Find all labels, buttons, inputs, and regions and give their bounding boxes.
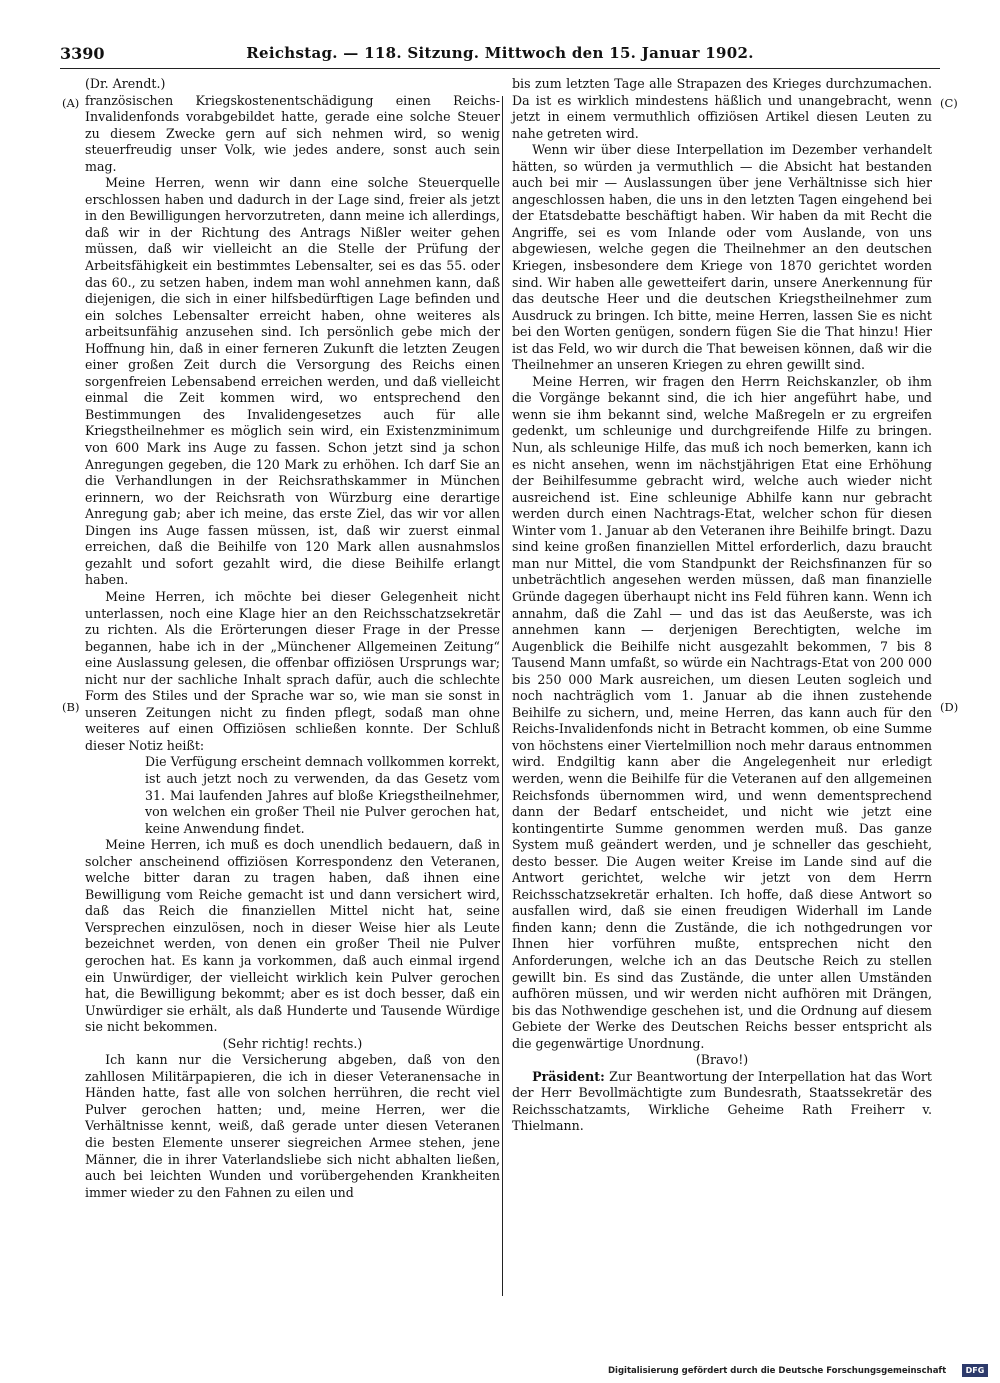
- block-quote: Die Verfügung erscheint demnach vollkommen korrekt, ist auch jetzt noch zu verwenden, da das Gesetz vom 31. Mai laufenden Jahres auf bloße Kriegstheilnehmer, von welchen ein großer Theil nie Pulver gerochen hat, keine Anwendung findet.: [145, 754, 500, 836]
- margin-marker-b: (B): [62, 700, 80, 714]
- paragraph: Wenn wir über diese Interpellation im Dezember verhandelt hätten, so würden ja vermuthlich — die Absicht hat bestanden auch bei mir — Auslassungen über jene Verhältnisse sich hier angeschlossen haben, die uns in den letzten Tagen eingehend bei der Etatsdebatte beschäftigt haben. Wir haben da mit Recht die Angriffe, sei es vom Inlande oder vom Auslande, von uns abgewiesen, welche gegen die Theilnehmer an den deutschen Kriegen, insbesondere dem Kriege von 1870 gerichtet worden sind. Wir haben alle gewetteifert darin, unsere Anerkennung für das deutsche Heer und die deutschen Kriegstheilnehmer zum Ausdruck zu bringen. Ich bitte, meine Herren, lassen Sie es nicht bei den Worten genügen, sondern fügen Sie die That hinzu! Hier ist das Feld, wo wir durch die That beweisen können, daß wir die Theilnehmer an unseren Kriegen zu ehren gewillt sind.: [512, 142, 932, 373]
- page-header: [60, 44, 940, 66]
- margin-marker-d: (D): [940, 700, 959, 714]
- president-text: Zur Beantwortung der Interpellation hat das Wort der Herr Bevollmächtigte zum Bundesrath, Staatssekretär des Reichsschatzamts, Wirkliche Geheime Rath Freiherr v. Thielmann.: [512, 1068, 932, 1134]
- interjection: (Sehr richtig! rechts.): [222, 1035, 363, 1051]
- margin-marker-a: (A): [62, 96, 80, 110]
- president-statement: [512, 1069, 932, 1135]
- left-column: [85, 76, 500, 1201]
- paragraph: Meine Herren, ich muß es doch unendlich bedauern, daß in solcher anscheinend offiziösen Korrespondenz den Veteranen, welche bitter daran zu tragen haben, daß ihnen eine Bewilligung vom Reiche gemacht ist und dann versichert wird, daß das Reich die finanziellen Mittel nicht hat, seine Versprechen einzulösen, noch in dieser Weise hier als Leute bezeichnet werden, von denen ein großer Theil nie Pulver gerochen hat. Es kann ja vorkommen, daß auch einmal irgend ein Unwürdiger, der vielleicht wirklich kein Pulver gerochen hat, die Bewilligung bekommt; aber es ist doch besser, daß ein Unwürdiger sie erhält, als daß Hunderte und Tausende Würdige sie nicht bekommen.: [85, 837, 500, 1035]
- speaker-tag: (Dr. Arendt.): [85, 76, 166, 91]
- paragraph: Meine Herren, ich möchte bei dieser Gelegenheit nicht unterlassen, noch eine Klage hier an den Reichsschatzsekretär zu richten. Als die Erörterungen dieser Frage in der Presse begannen, habe ich in der „Münchener Allgemeinen Zeitung“ eine Auslassung gelesen, die offenbar offiziösen Ursprungs war; nicht nur der sachliche Inhalt sprach dafür, auch die schlechte Form des Stiles und der Sprache war so, wie man sie sonst in unseren Zeitungen nicht zu finden pflegt, sodaß man ohne weiteres auf einen Offiziösen schließen konnte. Der Schluß dieser Notiz heißt:: [85, 588, 500, 753]
- paragraph: Ich kann nur die Versicherung abgeben, daß von den zahllosen Militärpapieren, die ich in dieser Veteranensache in Händen hatte, fast alle von solchen herrühren, die recht viel Pulver gerochen hatten; und, meine Herren, wer die Verhältnisse kennt, weiß, daß gerade unter diesen Veteranen die besten Elemente unserer siegreichen Armee stehen, jene Männer, die in ihrer Vaterlandsliebe sich nicht abhalten ließen, auch bei leichten Wunden und vorübergehenden Krankheiten immer wieder zu den Fahnen zu eilen und: [85, 1052, 500, 1200]
- paragraph: bis zum letzten Tage alle Strapazen des Krieges durchzumachen. Da ist es wirklich mindestens häßlich und unangebracht, wenn jetzt in einem vermuthlich offiziösen Artikel diesen Leuten zu nahe getreten wird.: [512, 76, 932, 141]
- interjection: (Bravo!): [695, 1052, 749, 1068]
- funding-note: Digitalisierung gefördert durch die Deutsche Forschungsgemeinschaft: [608, 1366, 947, 1376]
- paragraph: französischen Kriegskostenentschädigung einen Reichs-Invalidenfonds vorabgebildet hatte, gerade eine solche Steuer zu diesem Zwecke gern auf sich nehmen wird, so wenig steuerfreudig unser Volk, wie jedes andere, sonst auch sein mag.: [85, 92, 500, 174]
- column-divider: [502, 96, 503, 1296]
- president-label: Präsident:: [532, 1068, 605, 1084]
- header-rule: [60, 68, 940, 69]
- paragraph: Meine Herren, wir fragen den Herrn Reichskanzler, ob ihm die Vorgänge bekannt sind, die ich hier angeführt habe, und wenn sie ihm bekannt sind, welche Maßregeln er zu ergreifen gedenkt, um schleunige und durchgreifende Hilfe zu bringen. Nun, als schleunige Hilfe, das muß ich noch bemerken, kann ich es nicht ansehen, wenn im nächstjährigen Etat eine Erhöhung der Beihilfesumme gebracht wird, welche auch wieder nicht ausreichend ist. Eine schleunige Abhilfe kann nur gebracht werden durch einen Nachtrags-Etat, welcher schon für diesen Winter vom 1. Januar ab den Veteranen ihre Beihilfe bringt. Dazu sind keine großen finanziellen Mittel erforderlich, dazu braucht man nur Mittel, die vom Standpunkt der Reichsfinanzen für so unbeträchtlich angesehen werden müssen, daß man finanzielle Gründe dagegen überhaupt nicht ins Feld führen kann. Wenn ich annahm, daß die Zahl — und das ist das Aeußerste, was ich annehmen kann — derjenigen Berechtigten, welche im Augenblick die Beihilfe nicht ausgezahlt bekommen, 7 bis 8 Tausend Mann umfaßt, so würde ein Nachtrags-Etat von 200 000 bis 250 000 Mark ausreichen, um diesen Leuten sogleich und noch nachträglich vom 1. Januar ab die ihnen zustehende Beihilfe zu sichern, und, meine Herren, das kann auch für den Reichs-Invalidenfonds nicht in Betracht kommen, ob eine Summe von höchstens einer Viertelmillion noch mehr daraus entnommen wird. Endgiltig kann aber die Angelegenheit nur erledigt werden, wenn die Beihilfe für die Veteranen auf den allgemeinen Reichsfonds übernommen wird, und wenn dementsprechend dann der Bedarf entscheidet, und nicht wie jetzt eine kontingentirte Summe genommen werden muß. Das ganze System muß geändert werden, und je schneller das geschieht, desto besser. Die Augen weiter Kreise im Lande sind auf die Antwort gerichtet, welche wir jetzt von dem Herrn Reichsschatzsekretär erhalten. Ich hoffe, daß diese Antwort so ausfallen wird, daß sie einen freudigen Widerhall im Lande finden kann; denn die Zustände, die ich nothgedrungen vor Ihnen hier vorführen mußte, entsprechen nicht den Anforderungen, welche ich an das Deutsche Reich zu stellen gewillt bin. Es sind das Zustände, die unter allen Umständen aufhören müssen, und wir werden nicht aufhören mit Drängen, bis das Nothwendige geschehen ist, und die Ordnung auf diesem Gebiete der Werke des Deutschen Reichs besser entspricht als die gegenwärtige Unordnung.: [512, 373, 932, 1051]
- running-title: Reichstag. — 118. Sitzung. Mittwoch den 15. Januar 1902.: [246, 44, 754, 62]
- paragraph: Meine Herren, wenn wir dann eine solche Steuerquelle erschlossen haben und dadurch in der Lage sind, freier als jetzt in den Bewilligungen hervorzutreten, dann meine ich allerdings, daß wir in der Richtung des Antrags Nißler weiter gehen müssen, daß wir vielleicht an die Stelle der Prüfung der Arbeitsfähigkeit ein bestimmtes Lebensalter, sei es das 55. oder das 60., zu setzen haben, indem man wohl annehmen kann, daß diejenigen, die sich in einer hilfsbedürftigen Lage befinden und ein solches Lebensalter erreicht haben, ohne weiteres als arbeitsunfähig anzusehen sind. Ich persönlich gebe mich der Hoffnung hin, daß in einer ferneren Zukunft die letzten Zeugen einer großen Zeit durch die Versorgung des Reichs einen sorgenfreien Lebensabend erreichen werden, und daß vielleicht einmal die Zeit kommen wird, wo entsprechend den Bestimmungen des Invalidengesetzes auch für alle Kriegstheilnehmer es möglich sein wird, ein Existenzminimum von 600 Mark ins Auge zu fassen. Schon jetzt sind ja schon Anregungen gegeben, die 120 Mark zu erhöhen. Ich darf Sie an die Verhandlungen in der Reichsrathskammer in München erinnern, wo der Reichsrath von Würzburg eine derartige Anregung gab; aber ich meine, das erste Ziel, das wir vor allen Dingen ins Auge fassen müssen, ist, daß wir zuerst einmal erreichen, daß die Beihilfe von 120 Mark allen ausnahmslos gezahlt und sofort gezahlt wird, die diese Beihilfe erlangt haben.: [85, 175, 500, 588]
- dfg-logo: DFG: [962, 1364, 988, 1377]
- right-column: [512, 76, 932, 1135]
- page-number: 3390: [60, 44, 105, 63]
- margin-marker-c: (C): [940, 96, 958, 110]
